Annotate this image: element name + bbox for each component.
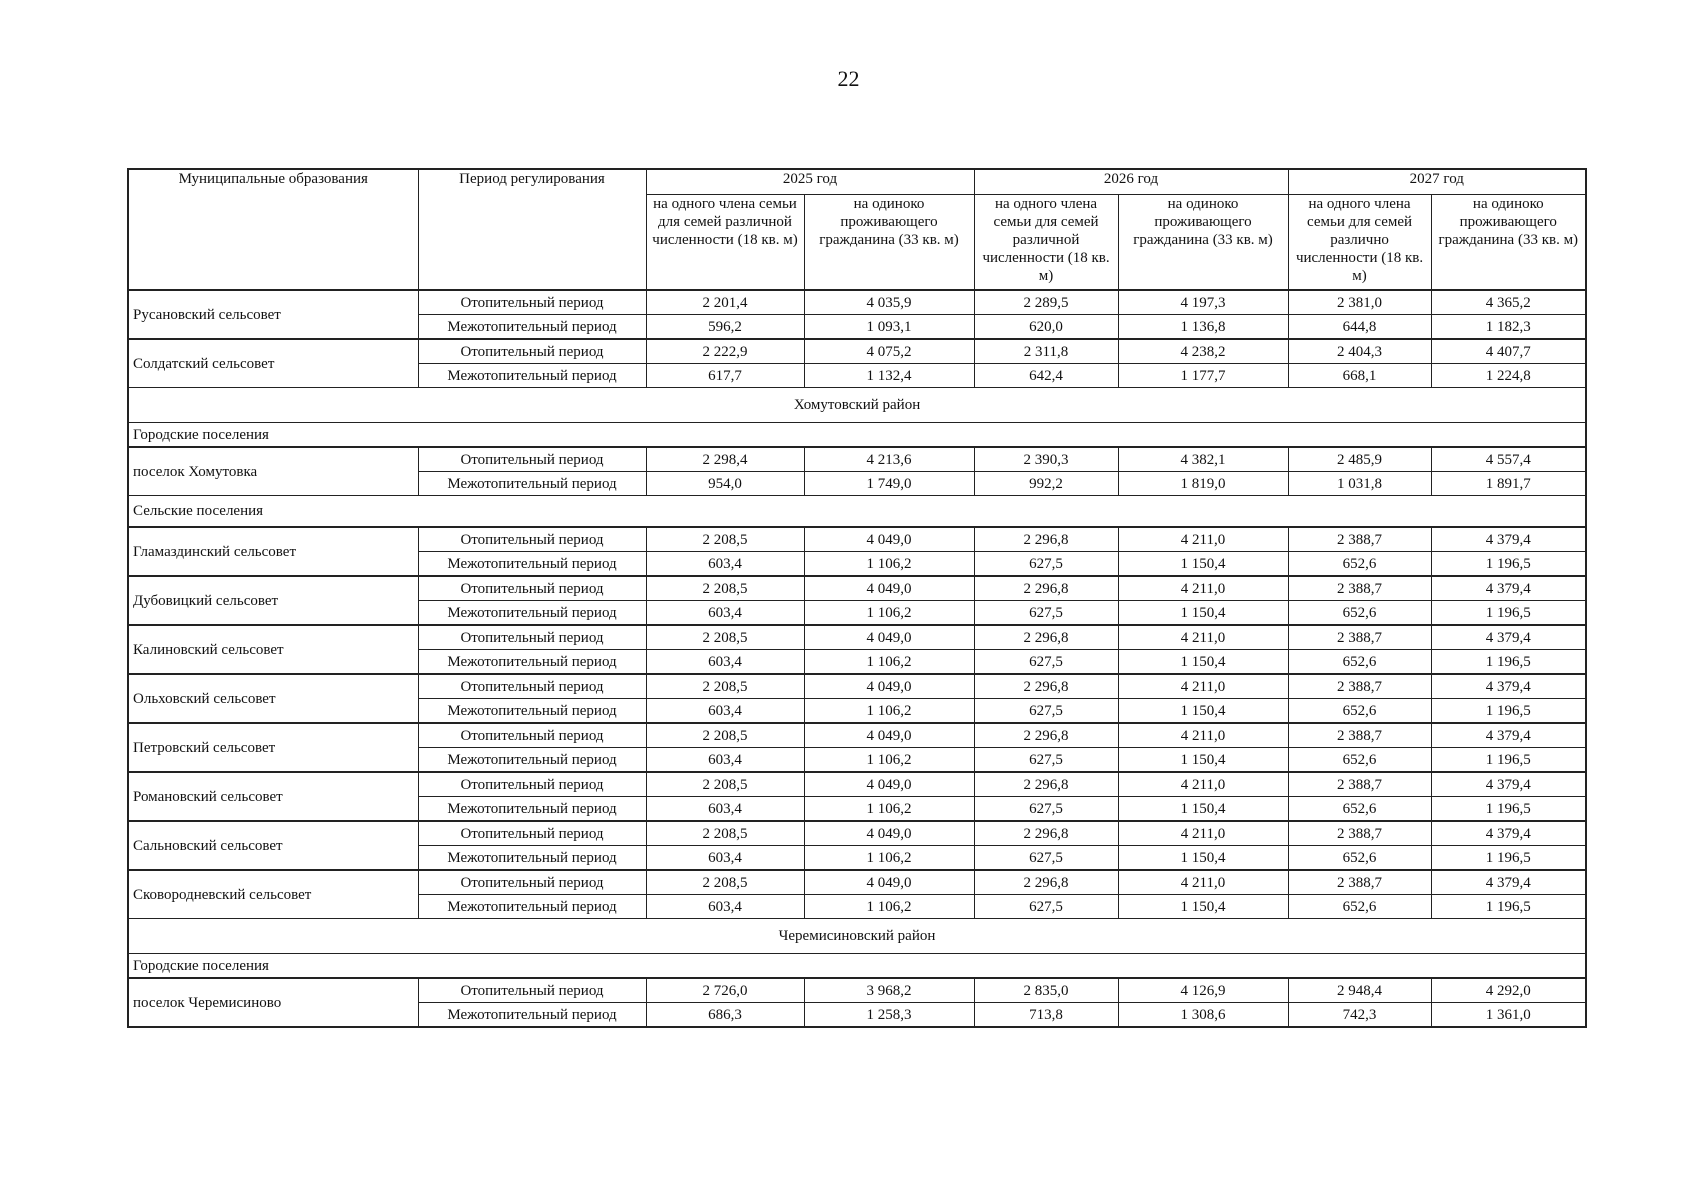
period-nonheating: Межотопительный период [418, 472, 646, 496]
period-heating: Отопительный период [418, 527, 646, 552]
value-cell: 1 150,4 [1118, 846, 1288, 871]
table-row [128, 527, 1586, 552]
value-cell: 603,4 [646, 748, 804, 773]
period-nonheating: Межотопительный период [418, 748, 646, 773]
tariff-table [127, 168, 1587, 1028]
district-row [128, 919, 1586, 954]
value-cell: 627,5 [974, 797, 1118, 822]
value-cell: 2 388,7 [1288, 625, 1431, 650]
value-cell: 4 126,9 [1118, 978, 1288, 1003]
municipality-name: Сальновский сельсовет [128, 821, 418, 870]
value-cell: 2 298,4 [646, 447, 804, 472]
value-cell: 1 196,5 [1431, 895, 1586, 919]
value-cell: 627,5 [974, 601, 1118, 626]
value-cell: 2 222,9 [646, 339, 804, 364]
table-row [128, 674, 1586, 699]
table-header [128, 169, 1586, 290]
header-year-2027: 2027 год [1288, 169, 1586, 195]
value-cell: 652,6 [1288, 650, 1431, 675]
value-cell: 1 106,2 [804, 846, 974, 871]
value-cell: 4 211,0 [1118, 723, 1288, 748]
value-cell: 1 177,7 [1118, 364, 1288, 388]
value-cell: 2 388,7 [1288, 772, 1431, 797]
value-cell: 1 106,2 [804, 601, 974, 626]
header-sub-2025-family: на одного члена семьи для семей различной численности (18 кв. м) [646, 195, 804, 291]
value-cell: 2 296,8 [974, 674, 1118, 699]
section-row [128, 496, 1586, 528]
value-cell: 652,6 [1288, 699, 1431, 724]
header-period: Период регулирования [418, 169, 646, 290]
value-cell: 2 208,5 [646, 772, 804, 797]
table-body [128, 290, 1586, 1027]
period-nonheating: Межотопительный период [418, 846, 646, 871]
value-cell: 1 106,2 [804, 552, 974, 577]
value-cell: 642,4 [974, 364, 1118, 388]
value-cell: 668,1 [1288, 364, 1431, 388]
value-cell: 1 150,4 [1118, 748, 1288, 773]
value-cell: 1 196,5 [1431, 552, 1586, 577]
table-row [128, 870, 1586, 895]
table-row [128, 576, 1586, 601]
period-heating: Отопительный период [418, 339, 646, 364]
value-cell: 2 296,8 [974, 527, 1118, 552]
value-cell: 4 379,4 [1431, 723, 1586, 748]
value-cell: 2 381,0 [1288, 290, 1431, 315]
value-cell: 2 388,7 [1288, 723, 1431, 748]
municipality-name: Петровский сельсовет [128, 723, 418, 772]
value-cell: 2 390,3 [974, 447, 1118, 472]
value-cell: 1 891,7 [1431, 472, 1586, 496]
value-cell: 4 379,4 [1431, 821, 1586, 846]
value-cell: 603,4 [646, 650, 804, 675]
value-cell: 652,6 [1288, 748, 1431, 773]
value-cell: 1 106,2 [804, 650, 974, 675]
table-row [128, 978, 1586, 1003]
value-cell: 1 224,8 [1431, 364, 1586, 388]
value-cell: 1 182,3 [1431, 315, 1586, 340]
value-cell: 4 049,0 [804, 674, 974, 699]
value-cell: 603,4 [646, 552, 804, 577]
municipality-name: Сковородневский сельсовет [128, 870, 418, 919]
value-cell: 2 726,0 [646, 978, 804, 1003]
municipality-name: Дубовицкий сельсовет [128, 576, 418, 625]
value-cell: 2 404,3 [1288, 339, 1431, 364]
value-cell: 4 211,0 [1118, 870, 1288, 895]
value-cell: 2 296,8 [974, 870, 1118, 895]
value-cell: 1 093,1 [804, 315, 974, 340]
value-cell: 1 819,0 [1118, 472, 1288, 496]
header-sub-2027-single: на одиноко проживающего гражданина (33 кв. м) [1431, 195, 1586, 291]
table-row [128, 821, 1586, 846]
section-label: Городские поселения [128, 954, 1586, 979]
value-cell: 1 196,5 [1431, 797, 1586, 822]
value-cell: 4 211,0 [1118, 576, 1288, 601]
value-cell: 2 388,7 [1288, 527, 1431, 552]
value-cell: 2 388,7 [1288, 821, 1431, 846]
value-cell: 2 208,5 [646, 527, 804, 552]
value-cell: 4 211,0 [1118, 772, 1288, 797]
value-cell: 4 049,0 [804, 772, 974, 797]
value-cell: 4 379,4 [1431, 674, 1586, 699]
value-cell: 686,3 [646, 1003, 804, 1028]
value-cell: 627,5 [974, 895, 1118, 919]
district-label: Хомутовский район [128, 388, 1586, 423]
value-cell: 644,8 [1288, 315, 1431, 340]
value-cell: 1 308,6 [1118, 1003, 1288, 1028]
municipality-name: поселок Хомутовка [128, 447, 418, 496]
municipality-name: поселок Черемисиново [128, 978, 418, 1027]
value-cell: 2 835,0 [974, 978, 1118, 1003]
value-cell: 2 208,5 [646, 870, 804, 895]
period-nonheating: Межотопительный период [418, 364, 646, 388]
period-heating: Отопительный период [418, 772, 646, 797]
header-year-2026: 2026 год [974, 169, 1288, 195]
value-cell: 1 150,4 [1118, 552, 1288, 577]
value-cell: 2 388,7 [1288, 674, 1431, 699]
period-heating: Отопительный период [418, 625, 646, 650]
period-nonheating: Межотопительный период [418, 315, 646, 340]
value-cell: 2 388,7 [1288, 870, 1431, 895]
value-cell: 1 196,5 [1431, 601, 1586, 626]
value-cell: 4 379,4 [1431, 625, 1586, 650]
value-cell: 1 749,0 [804, 472, 974, 496]
period-nonheating: Межотопительный период [418, 1003, 646, 1028]
value-cell: 652,6 [1288, 895, 1431, 919]
table-row [128, 339, 1586, 364]
period-nonheating: Межотопительный период [418, 699, 646, 724]
value-cell: 627,5 [974, 699, 1118, 724]
municipality-name: Ольховский сельсовет [128, 674, 418, 723]
value-cell: 603,4 [646, 797, 804, 822]
value-cell: 4 049,0 [804, 870, 974, 895]
value-cell: 603,4 [646, 895, 804, 919]
value-cell: 2 296,8 [974, 576, 1118, 601]
municipality-name: Гламаздинский сельсовет [128, 527, 418, 576]
value-cell: 1 150,4 [1118, 797, 1288, 822]
value-cell: 2 296,8 [974, 723, 1118, 748]
value-cell: 1 361,0 [1431, 1003, 1586, 1028]
value-cell: 652,6 [1288, 797, 1431, 822]
section-row [128, 423, 1586, 448]
value-cell: 627,5 [974, 552, 1118, 577]
value-cell: 4 035,9 [804, 290, 974, 315]
value-cell: 1 150,4 [1118, 699, 1288, 724]
value-cell: 2 201,4 [646, 290, 804, 315]
page-number: 22 [837, 66, 860, 91]
value-cell: 4 213,6 [804, 447, 974, 472]
value-cell: 4 238,2 [1118, 339, 1288, 364]
value-cell: 4 382,1 [1118, 447, 1288, 472]
value-cell: 1 132,4 [804, 364, 974, 388]
header-sub-2026-family: на одного члена семьи для семей различной численности (18 кв. м) [974, 195, 1118, 291]
value-cell: 627,5 [974, 846, 1118, 871]
value-cell: 1 106,2 [804, 895, 974, 919]
table-row [128, 290, 1586, 315]
value-cell: 742,3 [1288, 1003, 1431, 1028]
value-cell: 2 208,5 [646, 625, 804, 650]
period-nonheating: Межотопительный период [418, 650, 646, 675]
value-cell: 627,5 [974, 748, 1118, 773]
district-label: Черемисиновский район [128, 919, 1586, 954]
value-cell: 4 292,0 [1431, 978, 1586, 1003]
period-heating: Отопительный период [418, 978, 646, 1003]
municipality-name: Романовский сельсовет [128, 772, 418, 821]
value-cell: 713,8 [974, 1003, 1118, 1028]
municipality-name: Солдатский сельсовет [128, 339, 418, 388]
value-cell: 2 208,5 [646, 723, 804, 748]
value-cell: 954,0 [646, 472, 804, 496]
value-cell: 652,6 [1288, 601, 1431, 626]
value-cell: 4 211,0 [1118, 625, 1288, 650]
value-cell: 4 049,0 [804, 576, 974, 601]
value-cell: 1 196,5 [1431, 846, 1586, 871]
period-heating: Отопительный период [418, 674, 646, 699]
value-cell: 4 379,4 [1431, 527, 1586, 552]
value-cell: 4 557,4 [1431, 447, 1586, 472]
value-cell: 4 197,3 [1118, 290, 1288, 315]
header-sub-2026-single: на одиноко проживающего гражданина (33 кв. м) [1118, 195, 1288, 291]
period-heating: Отопительный период [418, 447, 646, 472]
period-heating: Отопительный период [418, 576, 646, 601]
table-row [128, 625, 1586, 650]
value-cell: 2 485,9 [1288, 447, 1431, 472]
value-cell: 4 211,0 [1118, 674, 1288, 699]
value-cell: 1 196,5 [1431, 699, 1586, 724]
value-cell: 603,4 [646, 846, 804, 871]
value-cell: 2 208,5 [646, 576, 804, 601]
section-row [128, 954, 1586, 979]
value-cell: 652,6 [1288, 846, 1431, 871]
value-cell: 4 049,0 [804, 527, 974, 552]
value-cell: 620,0 [974, 315, 1118, 340]
value-cell: 4 211,0 [1118, 821, 1288, 846]
value-cell: 627,5 [974, 650, 1118, 675]
value-cell: 1 106,2 [804, 797, 974, 822]
value-cell: 4 049,0 [804, 625, 974, 650]
value-cell: 2 296,8 [974, 772, 1118, 797]
value-cell: 1 150,4 [1118, 895, 1288, 919]
value-cell: 1 106,2 [804, 699, 974, 724]
value-cell: 2 296,8 [974, 821, 1118, 846]
period-nonheating: Межотопительный период [418, 552, 646, 577]
value-cell: 617,7 [646, 364, 804, 388]
value-cell: 1 106,2 [804, 748, 974, 773]
value-cell: 4 379,4 [1431, 772, 1586, 797]
section-label: Городские поселения [128, 423, 1586, 448]
value-cell: 2 311,8 [974, 339, 1118, 364]
value-cell: 4 211,0 [1118, 527, 1288, 552]
value-cell: 4 365,2 [1431, 290, 1586, 315]
municipality-name: Русановский сельсовет [128, 290, 418, 339]
value-cell: 1 258,3 [804, 1003, 974, 1028]
value-cell: 2 296,8 [974, 625, 1118, 650]
value-cell: 3 968,2 [804, 978, 974, 1003]
value-cell: 2 388,7 [1288, 576, 1431, 601]
period-heating: Отопительный период [418, 870, 646, 895]
value-cell: 1 196,5 [1431, 650, 1586, 675]
value-cell: 4 379,4 [1431, 576, 1586, 601]
value-cell: 1 150,4 [1118, 650, 1288, 675]
value-cell: 1 136,8 [1118, 315, 1288, 340]
value-cell: 992,2 [974, 472, 1118, 496]
header-sub-2025-single: на одиноко проживающего гражданина (33 кв. м) [804, 195, 974, 291]
value-cell: 1 196,5 [1431, 748, 1586, 773]
value-cell: 4 049,0 [804, 723, 974, 748]
section-label: Сельские поселения [128, 496, 1586, 528]
value-cell: 603,4 [646, 601, 804, 626]
value-cell: 4 379,4 [1431, 870, 1586, 895]
header-year-2025: 2025 год [646, 169, 974, 195]
period-nonheating: Межотопительный период [418, 895, 646, 919]
table-row [128, 447, 1586, 472]
period-heating: Отопительный период [418, 821, 646, 846]
value-cell: 1 031,8 [1288, 472, 1431, 496]
period-nonheating: Межотопительный период [418, 601, 646, 626]
district-row [128, 388, 1586, 423]
value-cell: 2 208,5 [646, 674, 804, 699]
value-cell: 2 948,4 [1288, 978, 1431, 1003]
period-heating: Отопительный период [418, 290, 646, 315]
municipality-name: Калиновский сельсовет [128, 625, 418, 674]
value-cell: 603,4 [646, 699, 804, 724]
value-cell: 596,2 [646, 315, 804, 340]
value-cell: 1 150,4 [1118, 601, 1288, 626]
header-municipalities: Муниципальные образования [128, 169, 418, 290]
value-cell: 2 289,5 [974, 290, 1118, 315]
period-heating: Отопительный период [418, 723, 646, 748]
value-cell: 2 208,5 [646, 821, 804, 846]
table-row [128, 772, 1586, 797]
value-cell: 4 407,7 [1431, 339, 1586, 364]
header-sub-2027-family: на одного члена семьи для семей различно численности (18 кв. м) [1288, 195, 1431, 291]
value-cell: 4 075,2 [804, 339, 974, 364]
value-cell: 652,6 [1288, 552, 1431, 577]
period-nonheating: Межотопительный период [418, 797, 646, 822]
value-cell: 4 049,0 [804, 821, 974, 846]
table-row [128, 723, 1586, 748]
